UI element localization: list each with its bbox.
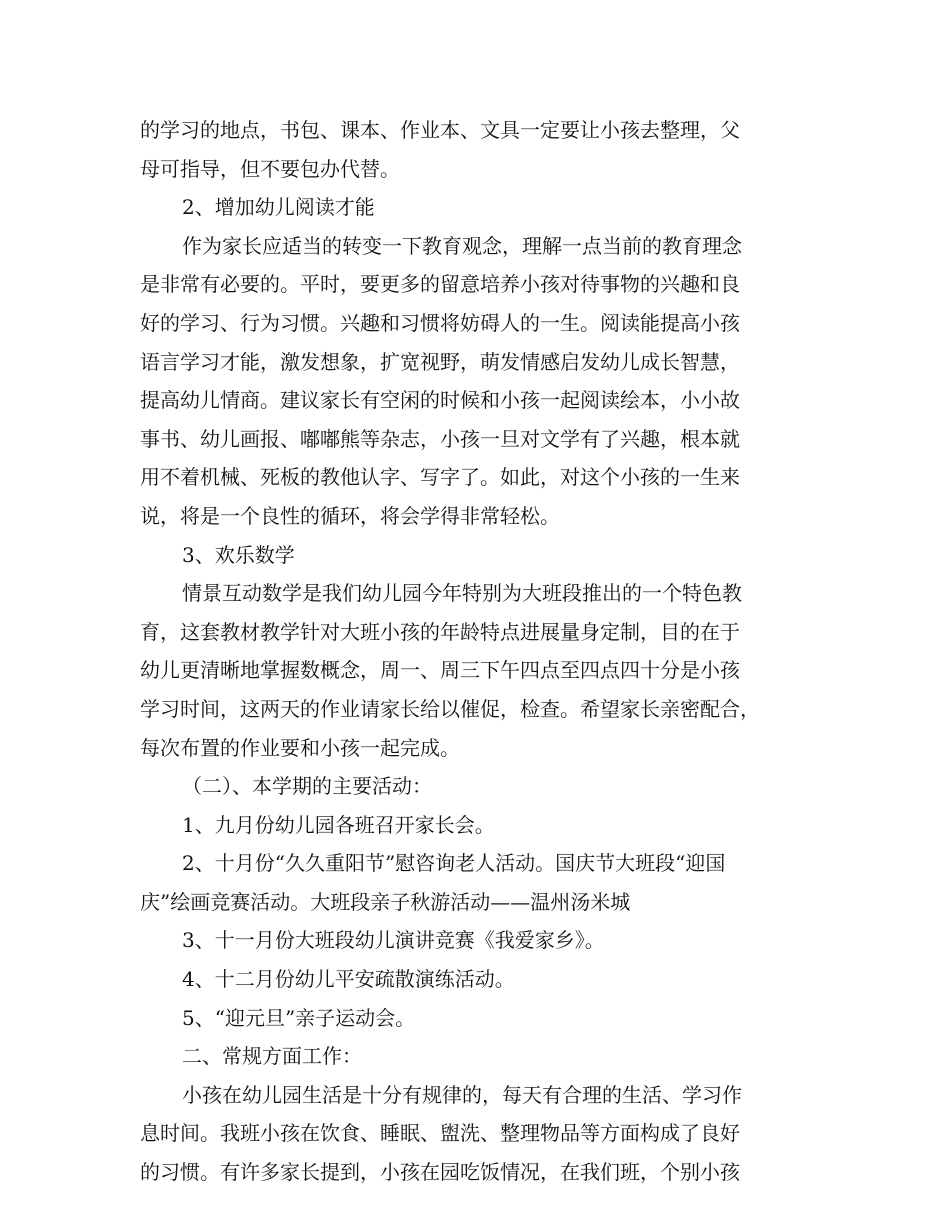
text-line: 息时间。我班小孩在饮食、睡眠、盥洗、整理物品等方面构成了良好 bbox=[140, 1121, 740, 1146]
text-line: 3、欢乐数学 bbox=[182, 542, 295, 567]
text-line: 作为家长应适当的转变一下教育观念，理解一点当前的教育理念 bbox=[182, 233, 742, 258]
text-line: 二、常规方面工作： bbox=[182, 1044, 362, 1069]
text-line: 小孩在幼儿园生活是十分有规律的，每天有合理的生活、学习作 bbox=[182, 1082, 742, 1107]
text-line: （二）、本学期的主要活动： bbox=[182, 774, 432, 799]
text-line: 每次布置的作业要和小孩一起完成。 bbox=[140, 735, 460, 760]
text-line: 是非常有必要的。平时，要更多的留意培养小孩对待事物的兴趣和良 bbox=[140, 272, 740, 297]
text-line: 事书、幼儿画报、嘟嘟熊等杂志，小孩一旦对文学有了兴趣，根本就 bbox=[140, 426, 740, 451]
text-line: 3、十一月份大班段幼儿演讲竞赛《我爱家乡》。 bbox=[182, 928, 605, 953]
text-line: 2、增加幼儿阅读才能 bbox=[182, 195, 375, 220]
text-line: 幼儿更清晰地掌握数概念，周一、周三下午四点至四点四十分是小孩 bbox=[140, 658, 740, 683]
text-line: 母可指导，但不要包办代替。 bbox=[140, 156, 400, 181]
text-line: 4、十二月份幼儿平安疏散演练活动。 bbox=[182, 967, 515, 992]
text-line: 5、“迎元旦”亲子运动会。 bbox=[182, 1005, 416, 1030]
text-line: 庆”绘画竞赛活动。大班段亲子秋游活动——温州汤米城 bbox=[140, 889, 631, 914]
text-line: 学习时间，这两天的作业请家长给以催促，检查。希望家长亲密配合， bbox=[140, 696, 760, 721]
text-line: 情景互动数学是我们幼儿园今年特别为大班段推出的一个特色教 bbox=[182, 581, 742, 606]
text-line: 的习惯。有许多家长提到，小孩在园吃饭情况，在我们班，个别小孩 bbox=[140, 1160, 740, 1185]
text-line: 育，这套教材教学针对大班小孩的年龄特点进展量身定制，目的在于 bbox=[140, 619, 740, 644]
text-line: 用不着机械、死板的教他认字、写字了。如此，对这个小孩的一生来 bbox=[140, 465, 740, 490]
text-line: 说，将是一个良性的循环，将会学得非常轻松。 bbox=[140, 503, 560, 528]
document-body bbox=[140, 111, 840, 1192]
text-line: 语言学习才能，激发想象，扩宽视野，萌发情感启发幼儿成长智慧， bbox=[140, 349, 740, 374]
text-line: 好的学习、行为习惯。兴趣和习惯将妨碍人的一生。阅读能提高小孩 bbox=[140, 310, 740, 335]
text-line: 1、九月份幼儿园各班召开家长会。 bbox=[182, 812, 495, 837]
text-line: 提高幼儿情商。建议家长有空闲的时候和小孩一起阅读绘本，小小故 bbox=[140, 388, 740, 413]
text-line: 2、十月份“久久重阳节”慰咨询老人活动。国庆节大班段“迎国 bbox=[182, 851, 726, 876]
text-line: 的学习的地点，书包、课本、作业本、文具一定要让小孩去整理，父 bbox=[140, 118, 740, 142]
